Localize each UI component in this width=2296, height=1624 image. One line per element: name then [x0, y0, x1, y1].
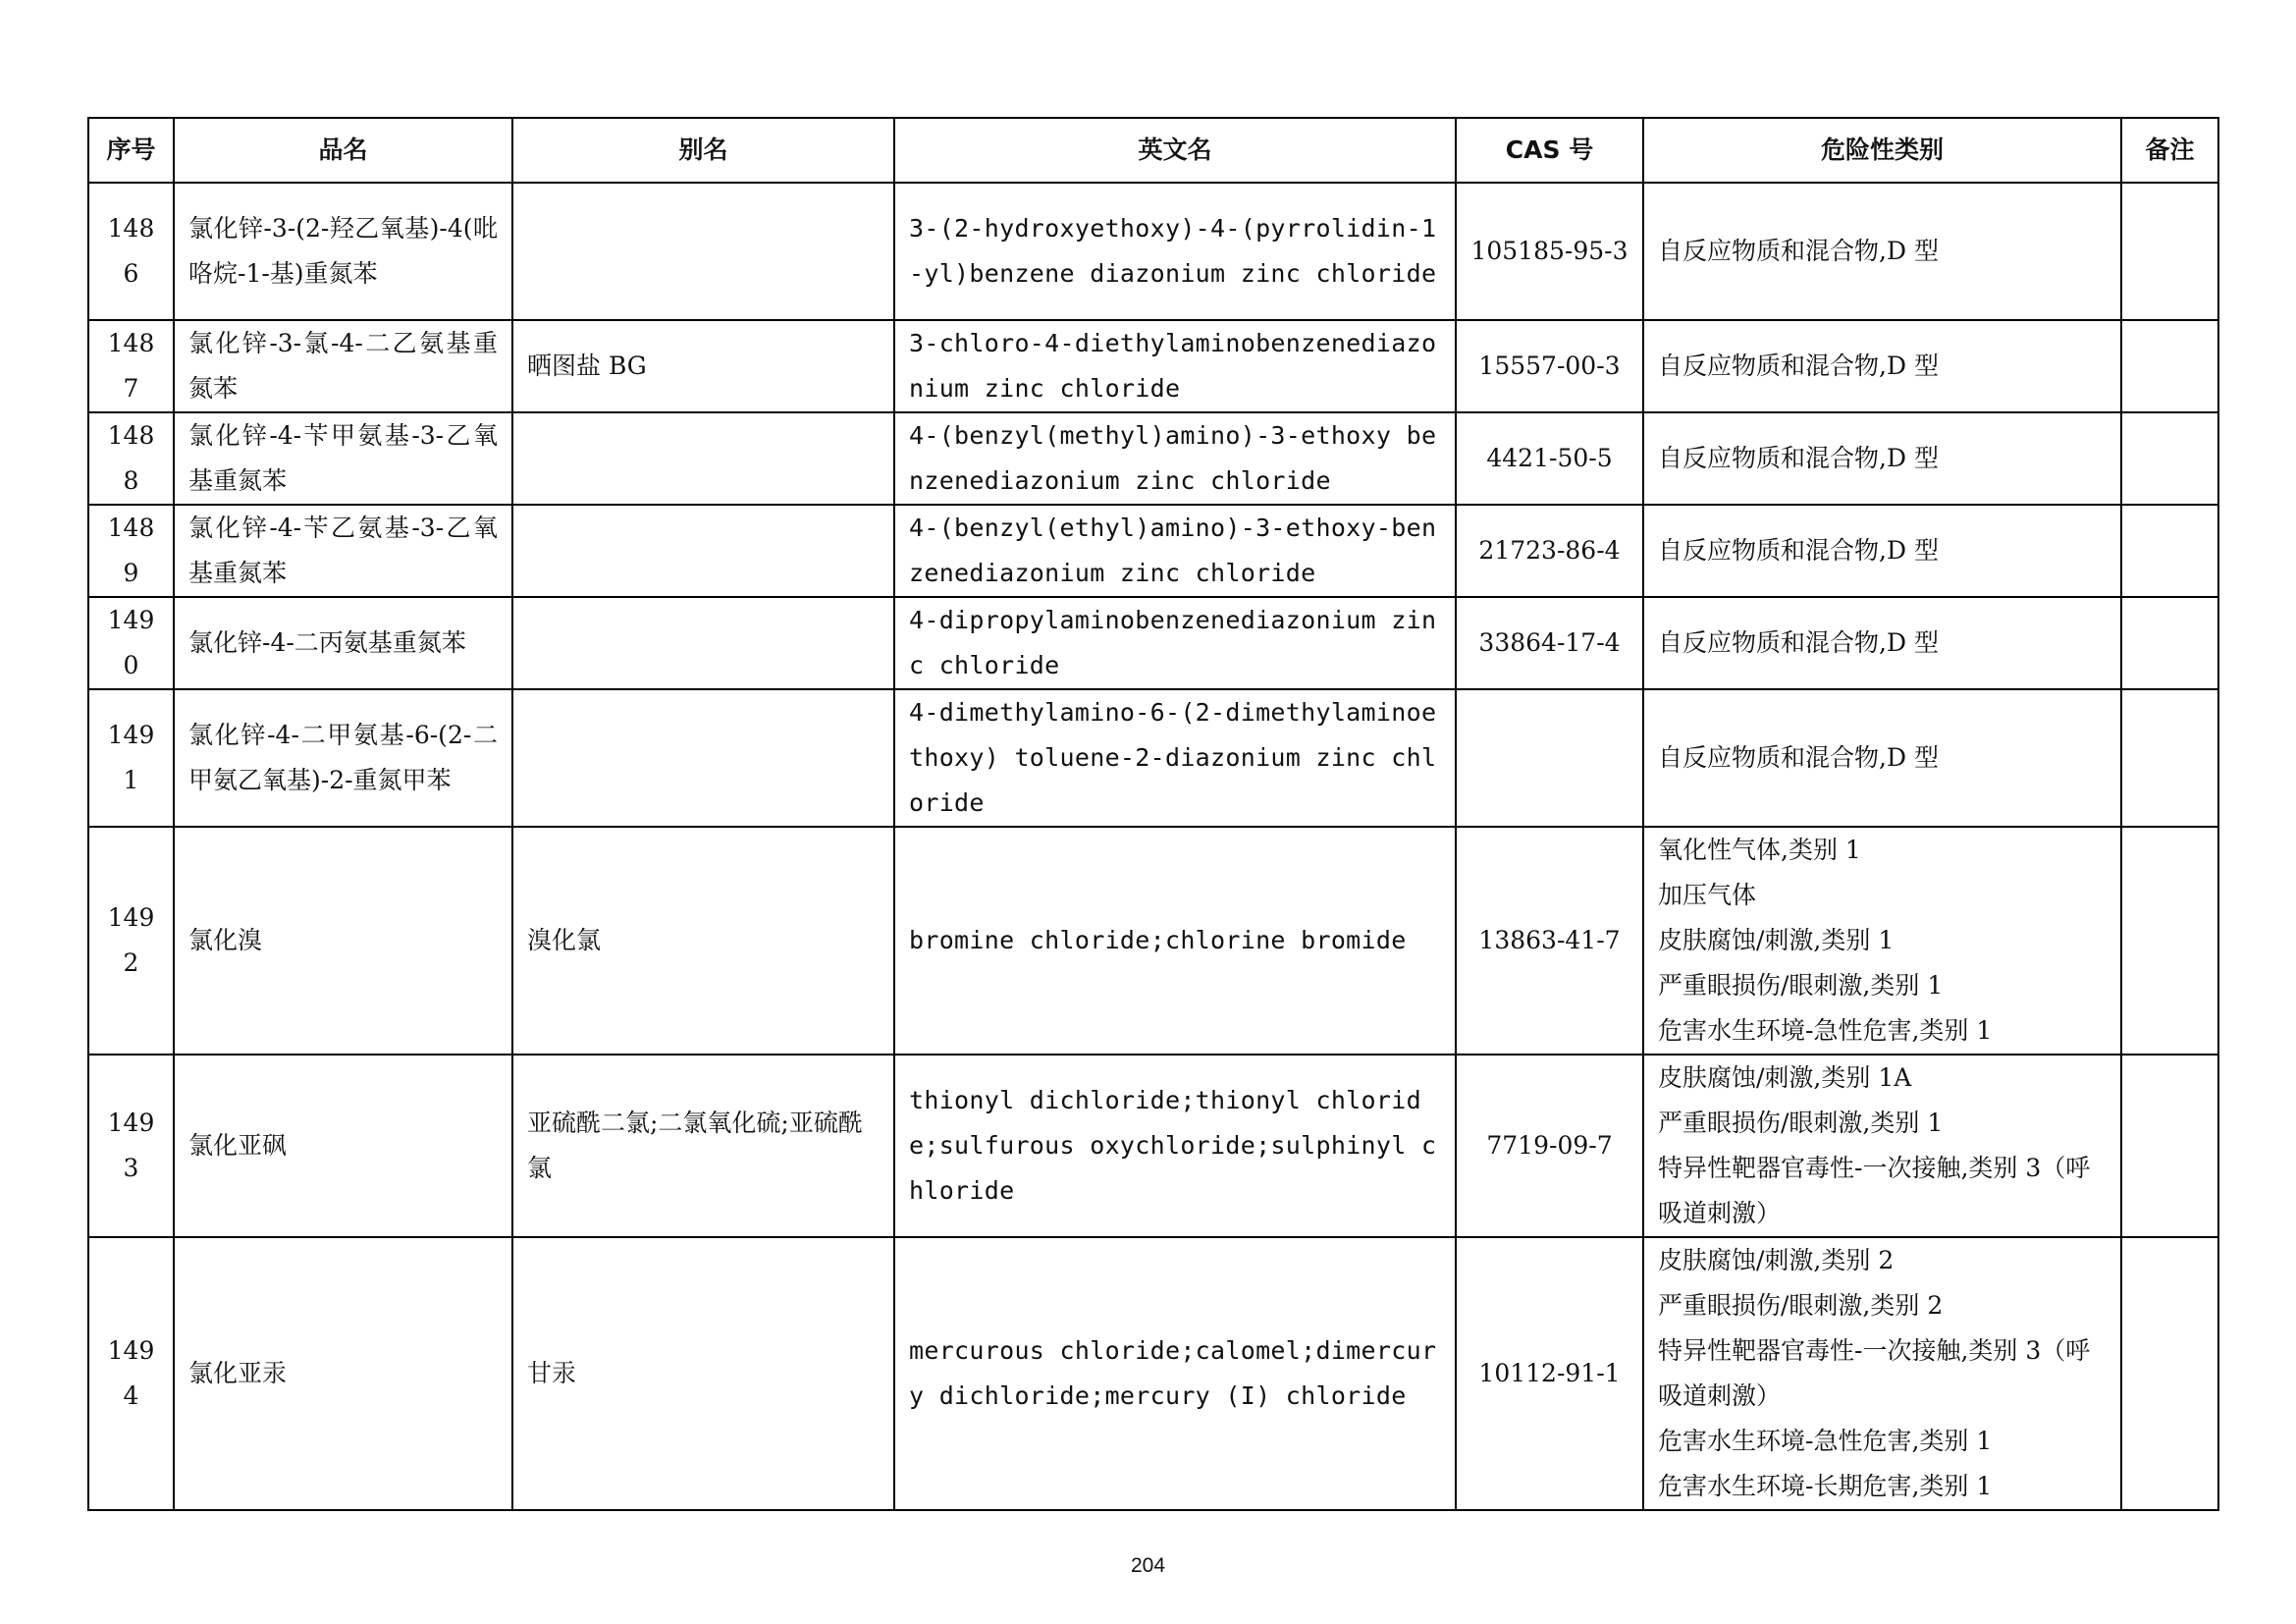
table-row: [88, 412, 2218, 505]
hazard-line: 加压气体: [1658, 881, 1757, 909]
cell-cas: 21723-86-4: [1456, 505, 1643, 597]
cell-english: 4-dipropylaminobenzenediazonium zinc chloride: [894, 597, 1456, 689]
hazard-line: 皮肤腐蚀/刺激,类别 2: [1658, 1246, 1895, 1274]
header-hazard: 危险性类别: [1643, 118, 2121, 183]
hazard-line: 特异性靶器官毒性-一次接触,类别 3（呼吸道刺激）: [1658, 1154, 2091, 1227]
cell-remark: [2121, 412, 2218, 505]
cell-cas: 7719-09-7: [1456, 1055, 1643, 1237]
cell-english: thionyl dichloride;thionyl chloride;sulfurous oxychloride;sulphinyl chloride: [894, 1055, 1456, 1237]
cell-alias: 溴化氯: [512, 827, 894, 1055]
cell-cas: 15557-00-3: [1456, 320, 1643, 412]
header-remark: 备注: [2121, 118, 2218, 183]
hazard-line: 严重眼损伤/眼刺激,类别 2: [1658, 1291, 1944, 1320]
hazard-line: 危害水生环境-长期危害,类别 1: [1658, 1472, 1993, 1500]
cell-hazard: [1643, 412, 2121, 505]
cell-hazard: [1643, 505, 2121, 597]
hazard-line: 皮肤腐蚀/刺激,类别 1A: [1658, 1063, 1912, 1092]
hazard-line: 特异性靶器官毒性-一次接触,类别 3（呼吸道刺激）: [1658, 1336, 2091, 1410]
cell-remark: [2121, 1055, 2218, 1237]
cell-english: 4-dimethylamino-6-(2-dimethylaminoethoxy) toluene-2-diazonium zinc chloride: [894, 689, 1456, 827]
cell-cas: 105185-95-3: [1456, 183, 1643, 320]
cell-cas: 33864-17-4: [1456, 597, 1643, 689]
cell-no: 1493: [88, 1055, 174, 1237]
header-cas: CAS 号: [1456, 118, 1643, 183]
hazard-line: 危害水生环境-急性危害,类别 1: [1658, 1016, 1993, 1045]
header-english: 英文名: [894, 118, 1456, 183]
cell-remark: [2121, 183, 2218, 320]
cell-name: 氯化亚汞: [174, 1237, 512, 1510]
cell-no: 1489: [88, 505, 174, 597]
table-row: [88, 183, 2218, 320]
cell-name: 氯化锌-3-氯-4-二乙氨基重氮苯: [174, 320, 512, 412]
cell-alias: 晒图盐 BG: [512, 320, 894, 412]
table-row: [88, 320, 2218, 412]
cell-english: mercurous chloride;calomel;dimercury dichloride;mercury (I) chloride: [894, 1237, 1456, 1510]
cell-hazard: [1643, 827, 2121, 1055]
hazard-line: 自反应物质和混合物,D 型: [1658, 444, 1939, 472]
cell-name: 氯化溴: [174, 827, 512, 1055]
cell-english: 3-(2-hydroxyethoxy)-4-(pyrrolidin-1-yl)benzene diazonium zinc chloride: [894, 183, 1456, 320]
cell-english: 3-chloro-4-diethylaminobenzenediazonium zinc chloride: [894, 320, 1456, 412]
table-row: [88, 689, 2218, 827]
cell-english: 4-(benzyl(methyl)amino)-3-ethoxy benzenediazonium zinc chloride: [894, 412, 1456, 505]
cell-english: 4-(benzyl(ethyl)amino)-3-ethoxy-benzenediazonium zinc chloride: [894, 505, 1456, 597]
cell-name: 氯化锌-4-苄乙氨基-3-乙氧基重氮苯: [174, 505, 512, 597]
hazard-line: 自反应物质和混合物,D 型: [1658, 352, 1939, 380]
hazard-line: 自反应物质和混合物,D 型: [1658, 536, 1939, 565]
cell-remark: [2121, 1237, 2218, 1510]
cell-remark: [2121, 505, 2218, 597]
cell-alias: 亚硫酰二氯;二氯氧化硫;亚硫酰氯: [512, 1055, 894, 1237]
cell-cas: 10112-91-1: [1456, 1237, 1643, 1510]
hazard-line: 皮肤腐蚀/刺激,类别 1: [1658, 926, 1895, 954]
cell-alias: 甘汞: [512, 1237, 894, 1510]
cell-no: 1488: [88, 412, 174, 505]
cell-no: 1490: [88, 597, 174, 689]
cell-name: 氯化锌-4-二丙氨基重氮苯: [174, 597, 512, 689]
table-row: [88, 827, 2218, 1055]
cell-hazard: [1643, 597, 2121, 689]
table-row: [88, 505, 2218, 597]
cell-no: 1492: [88, 827, 174, 1055]
cell-remark: [2121, 827, 2218, 1055]
cell-no: 1491: [88, 689, 174, 827]
cell-no: 1486: [88, 183, 174, 320]
header-no: 序号: [88, 118, 174, 183]
cell-alias: [512, 505, 894, 597]
page-number: 204: [1130, 1554, 1166, 1577]
hazard-line: 自反应物质和混合物,D 型: [1658, 743, 1939, 772]
cell-hazard: [1643, 320, 2121, 412]
hazard-line: 严重眼损伤/眼刺激,类别 1: [1658, 1109, 1944, 1137]
cell-hazard: [1643, 689, 2121, 827]
hazard-line: 自反应物质和混合物,D 型: [1658, 237, 1939, 265]
cell-remark: [2121, 689, 2218, 827]
hazard-line: 危害水生环境-急性危害,类别 1: [1658, 1427, 1993, 1455]
hazard-line: 自反应物质和混合物,D 型: [1658, 628, 1939, 657]
cell-hazard: [1643, 1055, 2121, 1237]
cell-name: 氯化亚砜: [174, 1055, 512, 1237]
cell-name: 氯化锌-4-苄甲氨基-3-乙氧基重氮苯: [174, 412, 512, 505]
cell-alias: [512, 412, 894, 505]
header-alias: 别名: [512, 118, 894, 183]
cell-name: 氯化锌-4-二甲氨基-6-(2-二甲氨乙氧基)-2-重氮甲苯: [174, 689, 512, 827]
cell-alias: [512, 689, 894, 827]
cell-no: 1487: [88, 320, 174, 412]
hazardous-chemicals-table: [87, 117, 2219, 1511]
header-name: 品名: [174, 118, 512, 183]
cell-cas: 13863-41-7: [1456, 827, 1643, 1055]
cell-hazard: [1643, 183, 2121, 320]
table-row: [88, 1237, 2218, 1510]
cell-alias: [512, 597, 894, 689]
cell-no: 1494: [88, 1237, 174, 1510]
hazard-line: 氧化性气体,类别 1: [1658, 836, 1861, 864]
table-row: [88, 1055, 2218, 1237]
table-row: [88, 597, 2218, 689]
cell-remark: [2121, 320, 2218, 412]
cell-hazard: [1643, 1237, 2121, 1510]
cell-cas: 4421-50-5: [1456, 412, 1643, 505]
cell-english: bromine chloride;chlorine bromide: [894, 827, 1456, 1055]
table-header-row: [88, 118, 2218, 183]
cell-alias: [512, 183, 894, 320]
cell-name: 氯化锌-3-(2-羟乙氧基)-4(吡咯烷-1-基)重氮苯: [174, 183, 512, 320]
hazard-line: 严重眼损伤/眼刺激,类别 1: [1658, 971, 1944, 1000]
cell-remark: [2121, 597, 2218, 689]
cell-cas: [1456, 689, 1643, 827]
